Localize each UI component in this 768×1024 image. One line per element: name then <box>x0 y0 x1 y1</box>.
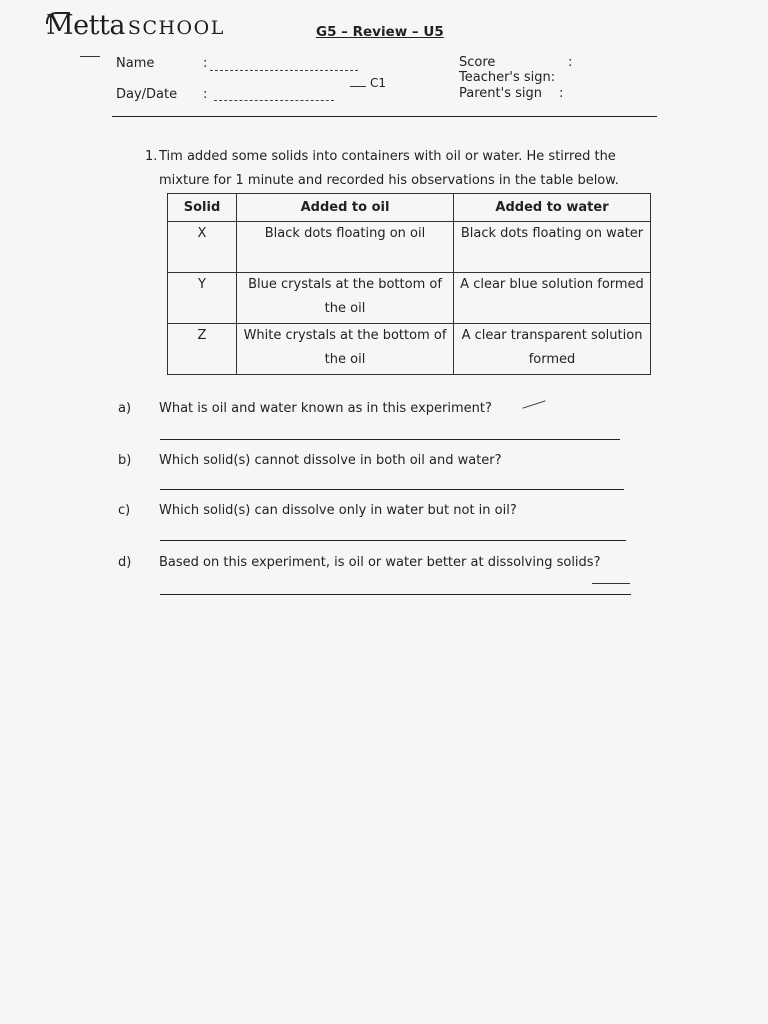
answer-line-a[interactable] <box>160 439 620 440</box>
name-label: Name <box>116 56 155 71</box>
school-logo <box>46 10 225 41</box>
part-text: What is oil and water known as in this experiment? <box>159 401 492 416</box>
question-line-2: mixture for 1 minute and recorded his observations in the table below. <box>159 173 619 188</box>
cell-water: A clear blue solution formed <box>454 273 651 324</box>
cell-oil: White crystals at the bottom of the oil <box>237 324 454 375</box>
table-row <box>168 273 651 324</box>
cell-solid: Z <box>168 324 237 375</box>
part-text: Which solid(s) can dissolve only in water but not in oil? <box>159 503 517 518</box>
logo-roof-icon <box>46 12 70 24</box>
question-part-d <box>118 555 658 575</box>
date-field[interactable] <box>214 100 334 101</box>
observation-table <box>167 193 651 375</box>
part-text: Based on this experiment, is oil or water better at dissolving solids? <box>159 555 601 570</box>
answer-line-b[interactable] <box>160 489 624 490</box>
name-field[interactable] <box>210 70 358 71</box>
question-number: 1. <box>145 149 158 164</box>
cell-solid: Y <box>168 273 237 324</box>
pen-mark <box>592 583 630 584</box>
answer-line-c[interactable] <box>160 540 626 541</box>
question-line-1: Tim added some solids into containers with oil or water. He stirred the <box>159 149 616 164</box>
parent-sign-label: Parent's sign <box>459 86 542 101</box>
header-divider <box>112 116 657 117</box>
class-mark: C1 <box>370 76 387 90</box>
cell-solid: X <box>168 222 237 273</box>
score-colon: : <box>568 55 573 70</box>
table-header-row <box>168 194 651 222</box>
question-part-c <box>118 503 638 523</box>
logo-main-text: Metta <box>46 10 125 41</box>
name-colon: : <box>203 56 208 71</box>
date-colon: : <box>203 87 208 102</box>
pen-mark <box>80 56 100 57</box>
cell-oil: Blue crystals at the bottom of the oil <box>237 273 454 324</box>
logo-sub-text: SCHOOL <box>127 17 225 39</box>
column-header-oil: Added to oil <box>237 194 454 222</box>
date-label: Day/Date <box>116 87 178 102</box>
page-title: G5 – Review – U5 <box>316 24 444 40</box>
part-letter: a) <box>118 401 132 416</box>
table-row <box>168 324 651 375</box>
cell-oil: Black dots floating on oil <box>237 222 454 273</box>
parent-colon: : <box>559 86 564 101</box>
dash-mark <box>350 86 366 87</box>
cell-water: A clear transparent solution formed <box>454 324 651 375</box>
part-letter: c) <box>118 503 131 518</box>
table-row <box>168 222 651 273</box>
score-label: Score <box>459 55 496 70</box>
cell-water: Black dots floating on water <box>454 222 651 273</box>
column-header-water: Added to water <box>454 194 651 222</box>
question-part-a <box>118 401 638 421</box>
part-letter: d) <box>118 555 132 570</box>
part-text: Which solid(s) cannot dissolve in both oil and water? <box>159 453 502 468</box>
answer-line-d[interactable] <box>160 594 631 595</box>
question-1-stem <box>145 145 665 193</box>
part-letter: b) <box>118 453 132 468</box>
question-part-b <box>118 453 638 473</box>
column-header-solid: Solid <box>168 194 237 222</box>
teacher-sign-label: Teacher's sign: <box>459 70 556 85</box>
